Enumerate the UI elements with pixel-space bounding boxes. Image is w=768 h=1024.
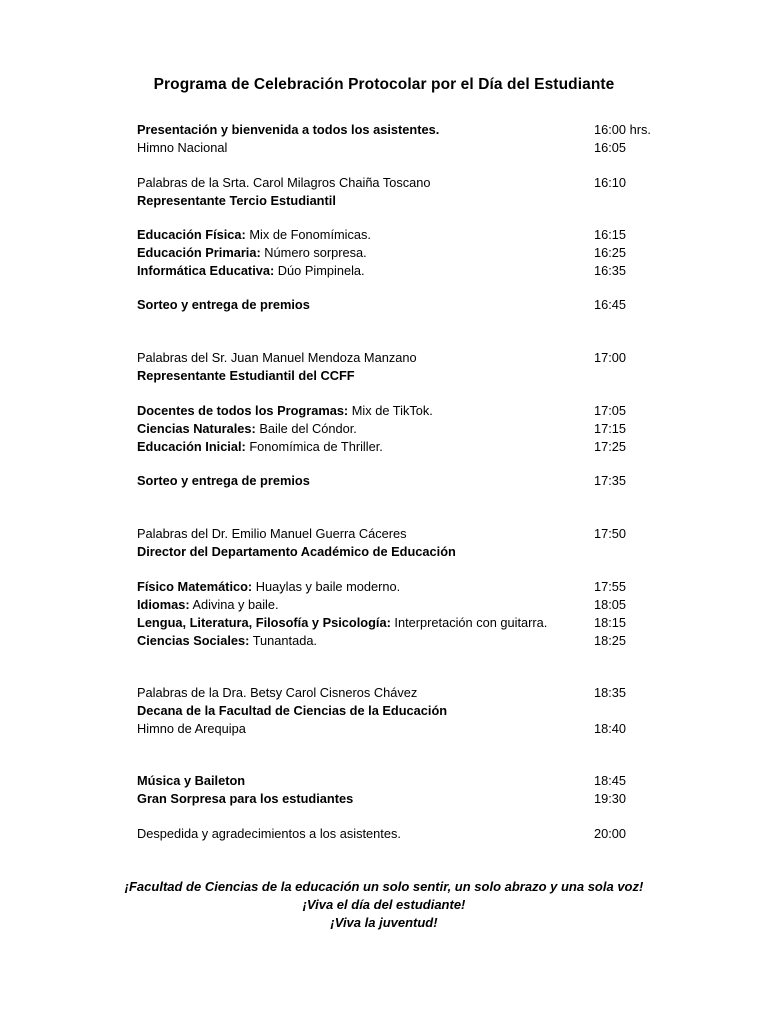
program-item	[137, 438, 667, 456]
program-item-text: Dúo Pimpinela.	[274, 263, 365, 278]
program-item-heading: Sorteo y entrega de premios	[137, 473, 310, 488]
program-item-heading: Ciencias Sociales:	[137, 633, 250, 648]
program-item-text: Palabras de la Srta. Carol Milagros Chaiña Toscano	[137, 175, 431, 190]
program-item-text: Palabras de la Dra. Betsy Carol Cisneros Chávez	[137, 685, 418, 700]
program-item-text: Despedida y agradecimientos a los asistentes.	[137, 826, 401, 841]
program-item-heading: Educación Primaria:	[137, 245, 261, 260]
program-item-time: 20:00	[594, 826, 627, 841]
program-item-heading: Lengua, Literatura, Filosofía y Psicología:	[137, 615, 391, 630]
program-item-time: 16:00 hrs.	[594, 122, 651, 137]
program-item-heading: Físico Matemático:	[137, 579, 253, 594]
program-item-time: 17:55	[594, 579, 627, 594]
program-item-time: 16:35	[594, 263, 627, 278]
program-item-time: 17:00	[594, 350, 627, 365]
program-item-time: 18:15	[594, 615, 627, 630]
program-item-heading: Director del Departamento Académico de Educación	[137, 544, 456, 559]
closing-line-2: ¡Viva el día del estudiante!	[302, 897, 466, 912]
program-item	[137, 349, 667, 367]
program-item-heading: Gran Sorpresa para los estudiantes	[137, 791, 354, 806]
program-item-text: Huaylas y baile moderno.	[252, 579, 401, 594]
closing-line-3: ¡Viva la juventud!	[330, 915, 438, 930]
program-item-time: 17:15	[594, 421, 627, 436]
program-item	[137, 174, 667, 192]
program-item	[137, 684, 667, 702]
program-item-text: Fonomímica de Thriller.	[245, 439, 383, 454]
program-item	[137, 192, 667, 210]
program-item-heading: Idiomas:	[137, 597, 190, 612]
program-item	[137, 720, 667, 738]
program-item-time: 16:15	[594, 227, 627, 242]
program-item-time: 18:05	[594, 597, 627, 612]
closing-line-1: ¡Facultad de Ciencias de la educación un solo sentir, un solo abrazo y una sola voz!	[124, 879, 644, 894]
program-item-time: 18:35	[594, 685, 627, 700]
program-item	[137, 121, 667, 139]
program-item	[137, 525, 667, 543]
program-item-heading: Presentación y bienvenida a todos los asistentes.	[137, 122, 440, 137]
program-item-time: 17:35	[594, 473, 627, 488]
program-item-text: Mix de TikTok.	[348, 403, 433, 418]
program-item-time: 18:40	[594, 721, 627, 736]
program-item-time: 16:10	[594, 175, 627, 190]
program-item-text: Adivina y baile.	[189, 597, 279, 612]
program-item-text: Baile del Cóndor.	[255, 421, 357, 436]
program-item	[137, 614, 667, 632]
program-item-text: Interpretación con guitarra.	[390, 615, 548, 630]
program-item	[137, 702, 667, 720]
program-item	[137, 578, 667, 596]
program-item-text: Número sorpresa.	[260, 245, 367, 260]
program-item-text: Palabras del Sr. Juan Manuel Mendoza Manzano	[137, 350, 417, 365]
program-item-time: 19:30	[594, 791, 627, 806]
program-item	[137, 790, 667, 808]
program-item	[137, 262, 667, 280]
program-item	[137, 402, 667, 420]
program-item-text: Himno de Arequipa	[137, 721, 246, 736]
program-item	[137, 543, 667, 561]
program-item-time: 16:05	[594, 140, 627, 155]
program-item-text: Mix de Fonomímicas.	[245, 227, 371, 242]
program-item	[137, 772, 667, 790]
program-item-time: 18:45	[594, 773, 627, 788]
program-item-heading: Música y Baileton	[137, 773, 246, 788]
program-item-heading: Educación Física:	[137, 227, 246, 242]
program-item	[137, 367, 667, 385]
program-item	[137, 825, 667, 843]
program-item	[137, 296, 667, 314]
program-item-heading: Decana de la Facultad de Ciencias de la Educación	[137, 703, 448, 718]
program-item-time: 17:50	[594, 526, 627, 541]
program-item	[137, 632, 667, 650]
program-item-heading: Docentes de todos los Programas:	[137, 403, 349, 418]
program-item	[137, 420, 667, 438]
program-item	[137, 244, 667, 262]
program-item-heading: Educación Inicial:	[137, 439, 246, 454]
program-item	[137, 226, 667, 244]
page-title: Programa de Celebración Protocolar por el Día del Estudiante	[153, 76, 615, 93]
program-item-heading: Ciencias Naturales:	[137, 421, 256, 436]
program-item-text: Palabras del Dr. Emilio Manuel Guerra Cáceres	[137, 526, 407, 541]
program-item-time: 17:05	[594, 403, 627, 418]
program-item-time: 16:45	[594, 297, 627, 312]
program-item-text: Himno Nacional	[137, 140, 228, 155]
program-item	[137, 472, 667, 490]
program-item-heading: Representante Tercio Estudiantil	[137, 193, 336, 208]
program-item-heading: Informática Educativa:	[137, 263, 275, 278]
program-item-heading: Representante Estudiantil del CCFF	[137, 368, 355, 383]
program-item	[137, 596, 667, 614]
program-item-time: 17:25	[594, 439, 627, 454]
program-item	[137, 139, 667, 157]
program-item-text: Tunantada.	[249, 633, 317, 648]
program-item-heading: Sorteo y entrega de premios	[137, 297, 310, 312]
program-item-time: 18:25	[594, 633, 627, 648]
program-item-time: 16:25	[594, 245, 627, 260]
